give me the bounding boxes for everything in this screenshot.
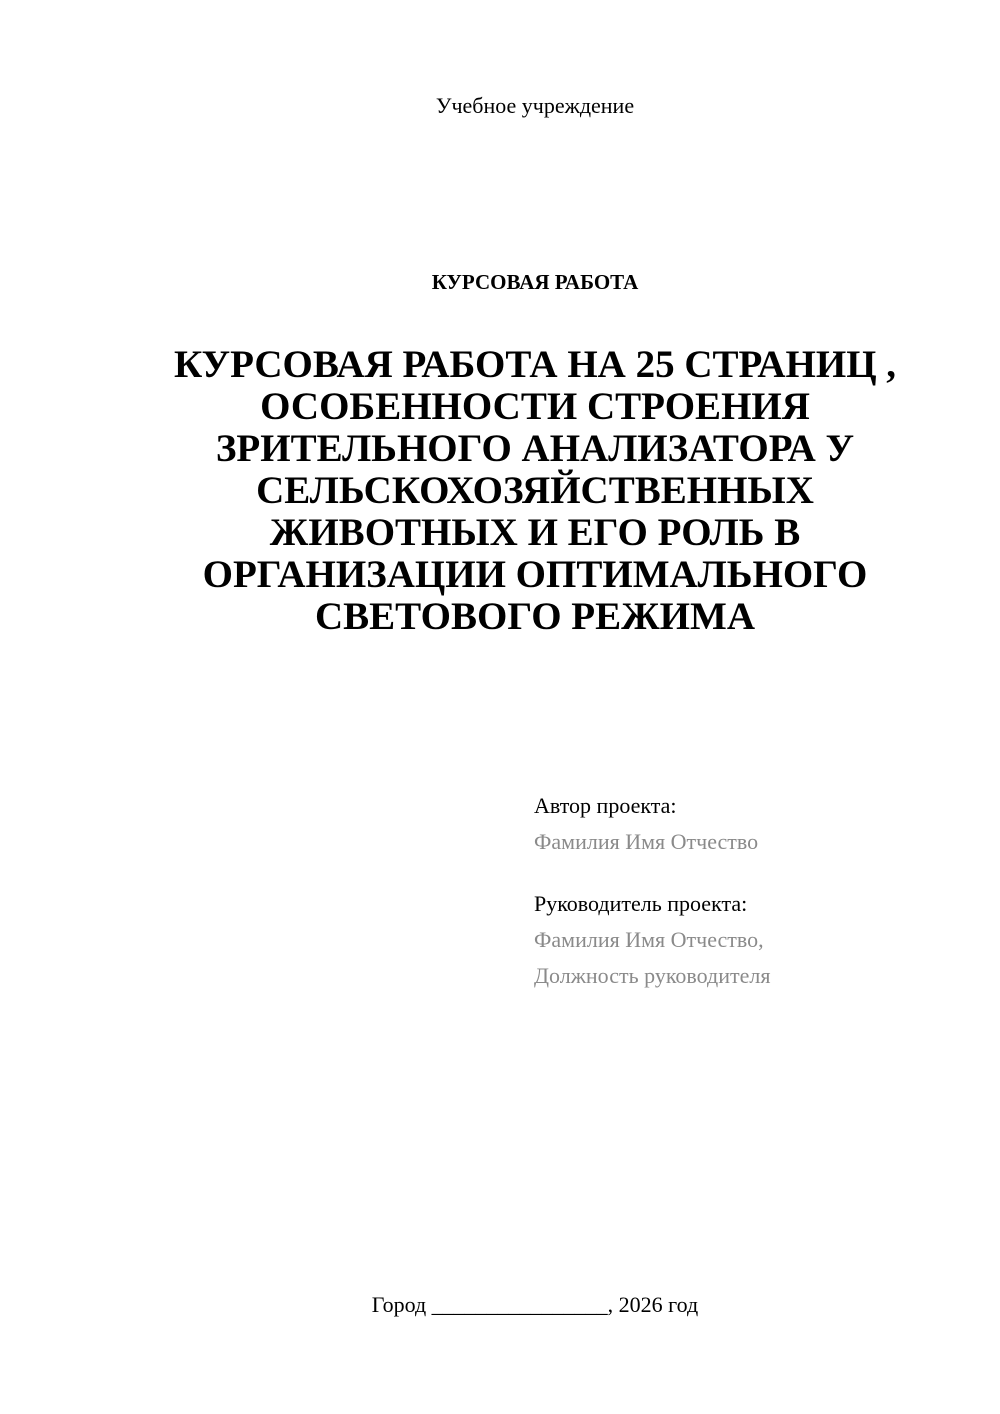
author-label: Автор проекта: xyxy=(534,793,677,818)
city-year-line: Город ________________, 2026 год xyxy=(371,1292,699,1317)
document-title: КУРСОВАЯ РАБОТА НА 25 СТРАНИЦ , ОСОБЕННОСТИ СТРОЕНИЯ ЗРИТЕЛЬНОГО АНАЛИЗАТОРА У СЕЛЬСКОХОЗЯЙСТВЕННЫХ ЖИВОТНЫХ И ЕГО РОЛЬ В ОРГАНИЗАЦИИ ОПТИМАЛЬНОГО СВЕТОВОГО РЕЖИМА xyxy=(173,343,897,638)
institution-name: Учебное учреждение xyxy=(435,93,635,118)
supervisor-name: Фамилия Имя Отчество, xyxy=(534,927,764,952)
supervisor-label: Руководитель проекта: xyxy=(534,891,748,916)
credits-block xyxy=(534,788,974,994)
work-type-heading: КУРСОВАЯ РАБОТА xyxy=(431,270,639,294)
credits-spacer xyxy=(534,860,974,886)
supervisor-position: Должность руководителя xyxy=(534,963,771,988)
author-name: Фамилия Имя Отчество xyxy=(534,829,759,854)
